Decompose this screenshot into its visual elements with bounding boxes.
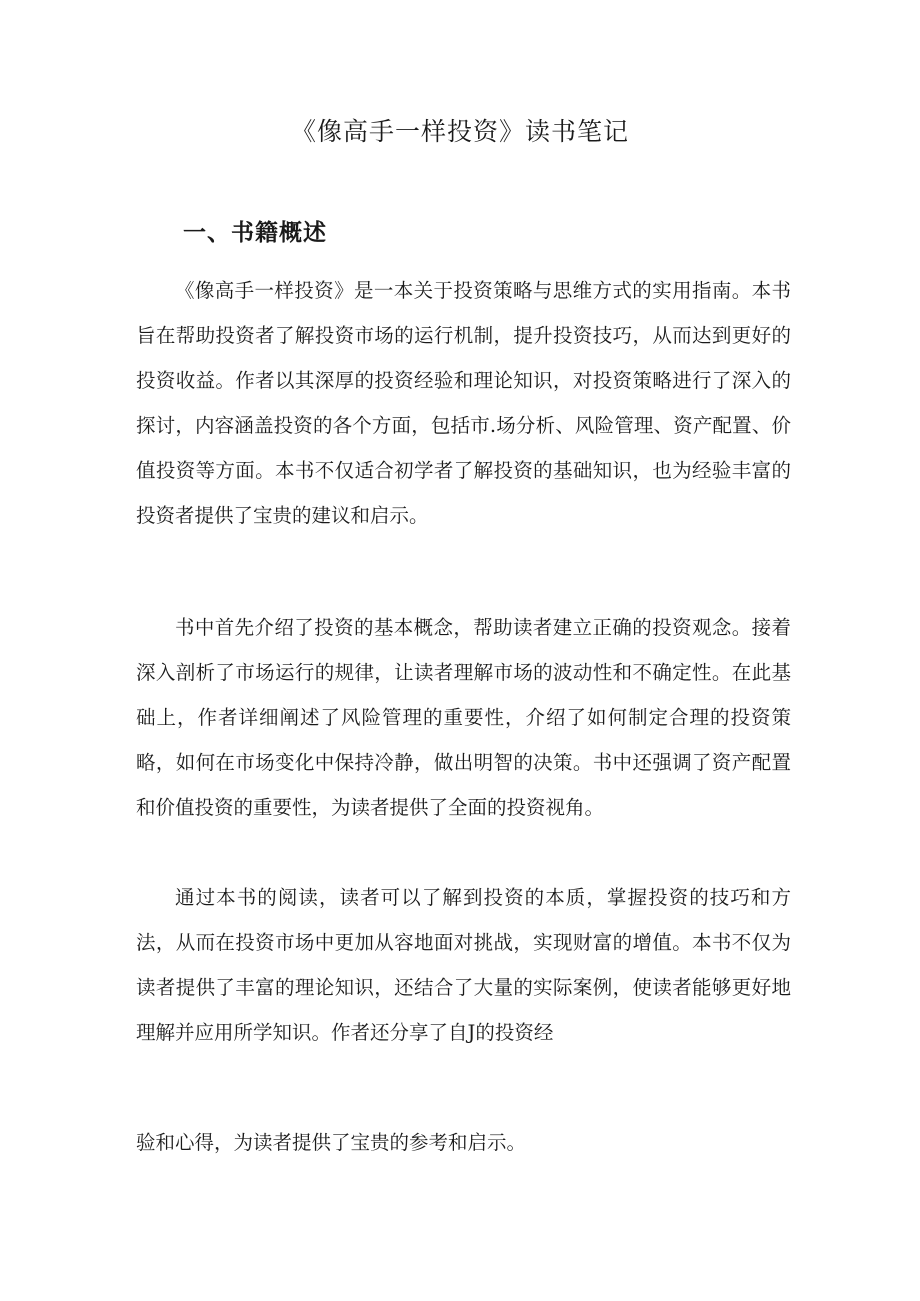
paragraph-overview-3: 通过本书的阅读，读者可以了解到投资的本质，掌握投资的技巧和方法，从而在投资市场中更加从容地面对挑战，实现财富的增值。本书不仅为读者提供了丰富的理论知识，还结合了大量的实际案例，使读者能够更好地理解并应用所学知识。作者还分享了自J的投资经 xyxy=(136,886,791,1044)
section-heading-overview: 一、书籍概述 xyxy=(183,220,327,246)
paragraph-overview-1: 《像高手一样投资》是一本关于投资策略与思维方式的实用指南。本书旨在帮助投资者了解投资市场的运行机制，提升投资技巧，从而达到更好的投资收益。作者以其深厚的投资经验和理论知识，对投资策略进行了深入的探讨，内容涵盖投资的各个方面，包括市.场分析、风险管理、资产配置、价值投资等方面。本书不仅适合初学者了解投资的基础知识，也为经验丰富的投资者提供了宝贵的建议和启示。 xyxy=(136,279,791,527)
paragraph-overview-3-continuation: 验和心得，为读者提供了宝贵的参考和启示。 xyxy=(136,1131,527,1154)
document-title: 《像高手一样投资》读书笔记 xyxy=(290,117,629,146)
paragraph-overview-2: 书中首先介绍了投资的基本概念，帮助读者建立正确的投资观念。接着深入剖析了市场运行的规律，让读者理解市场的波动性和不确定性。在此基础上，作者详细阐述了风险管理的重要性，介绍了如何制定合理的投资策略，如何在市场变化中保持冷静，做出明智的决策。书中还强调了资产配置和价值投资的重要性，为读者提供了全面的投资视角。 xyxy=(136,616,791,819)
